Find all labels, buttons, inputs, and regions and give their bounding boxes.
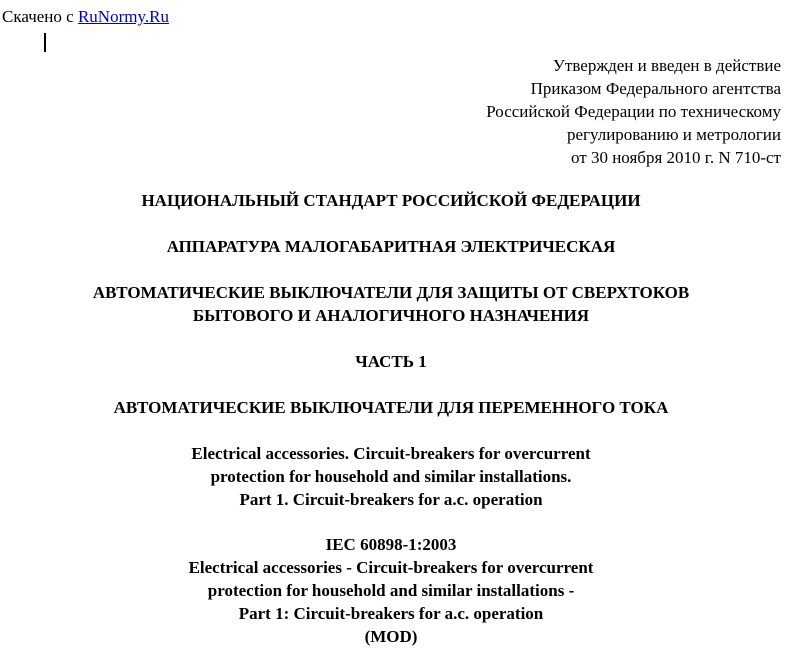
russian-title-line: БЫТОВОГО И АНАЛОГИЧНОГО НАЗНАЧЕНИЯ [192,306,590,325]
english-title [0,442,782,511]
equipment-heading [0,235,782,258]
iec-standard-number: IEC 60898-1:2003 [325,535,457,554]
standard-type-heading [0,189,782,212]
approval-line: Приказом Федерального агентства [530,79,781,98]
iec-title-line: Electrical accessories - Circuit-breakers for overcurrent [188,558,594,577]
document-title-area [0,189,782,648]
english-title-line: protection for household and similar installations. [210,467,572,486]
approval-line: Российской Федерации по техническому [486,102,781,121]
iec-title-line: Part 1: Circuit-breakers for a.c. operation [238,604,544,623]
modification-marker: (MOD) [364,627,418,646]
part-title-russian [0,396,782,419]
russian-title-line: АВТОМАТИЧЕСКИЕ ВЫКЛЮЧАТЕЛИ ДЛЯ ЗАЩИТЫ ОТ СВЕРХТОКОВ [92,283,690,302]
equipment-text: АППАРАТУРА МАЛОГАБАРИТНАЯ ЭЛЕКТРИЧЕСКАЯ [166,237,616,256]
download-source-line [2,7,169,27]
part-heading [0,350,782,373]
download-source-prefix: Скачено с [2,7,74,26]
english-title-line: Part 1. Circuit-breakers for a.c. operation [239,490,543,509]
approval-line: регулированию и метрологии [566,125,781,144]
russian-title [0,281,782,327]
iec-reference [0,533,782,648]
english-title-line: Electrical accessories. Circuit-breakers for overcurrent [191,444,591,463]
text-cursor [44,33,46,52]
part-title-russian-text: АВТОМАТИЧЕСКИЕ ВЫКЛЮЧАТЕЛИ ДЛЯ ПЕРЕМЕННОГО ТОКА [113,398,669,417]
standard-type-text: НАЦИОНАЛЬНЫЙ СТАНДАРТ РОССИЙСКОЙ ФЕДЕРАЦИИ [141,191,641,210]
iec-title-line: protection for household and similar installations - [207,581,575,600]
approval-line: от 30 ноября 2010 г. N 710-ст [571,148,781,167]
approval-block [486,54,781,169]
approval-line: Утвержден и введен в действие [552,56,781,75]
runormy-link[interactable]: RuNormy.Ru [77,7,169,26]
part-text: ЧАСТЬ 1 [355,352,427,371]
